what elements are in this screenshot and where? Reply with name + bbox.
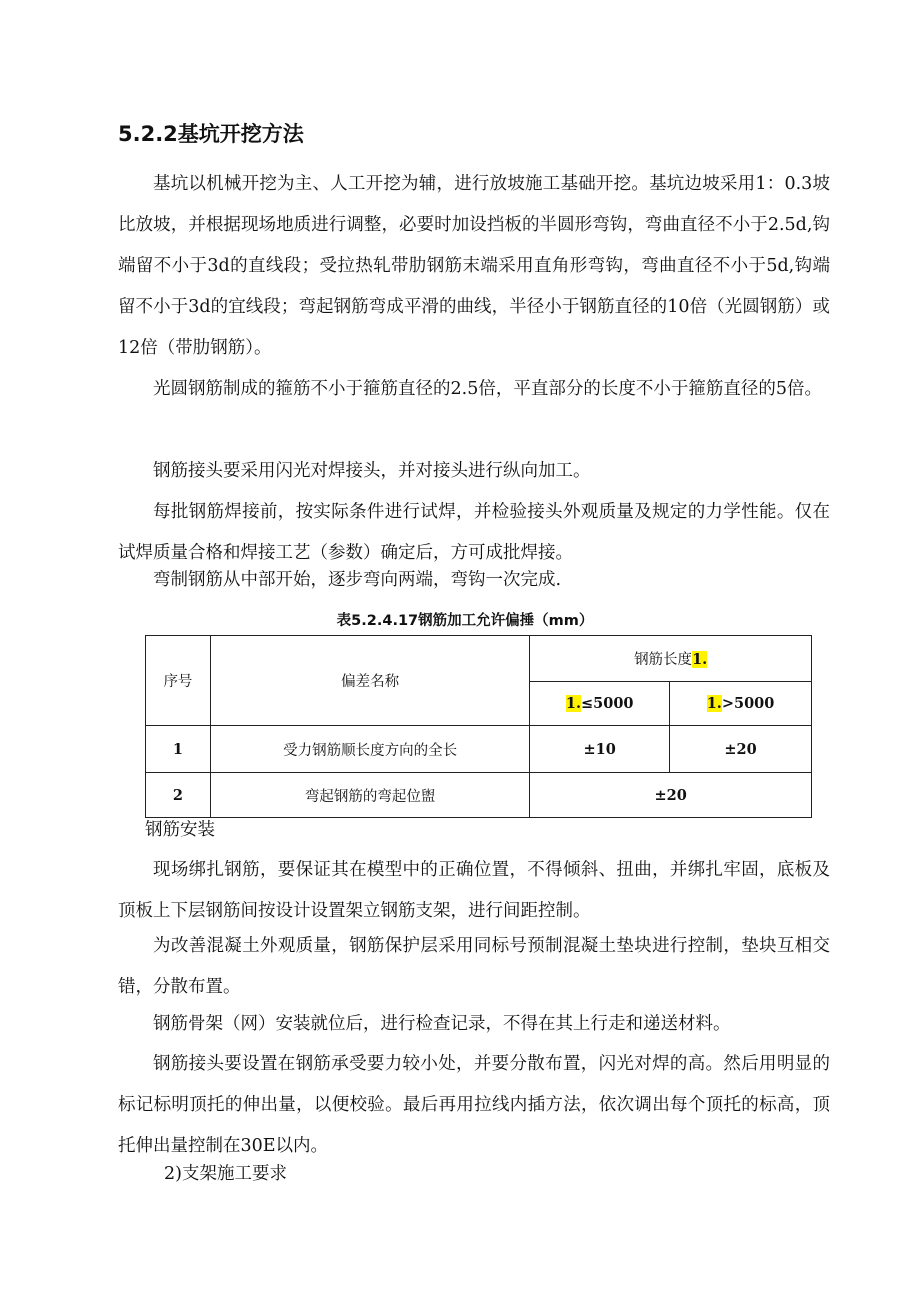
subheading-support: 2)支架施工要求 xyxy=(164,1164,287,1184)
header-group-label: 钢筋长度 xyxy=(634,652,693,668)
table-caption: 表5.2.4.17钢筋加工允许偏捶（mm） xyxy=(336,613,594,629)
header-group xyxy=(530,636,812,682)
subheader-2-mark: 1. xyxy=(706,695,722,712)
paragraph-welding: 每批钢筋焊接前，按实际条件进行试焊，并检验接头外观质量及规定的力学性能。仅在试焊质量合格和焊接工艺（参数）确定后，方可成批焊接。 xyxy=(118,502,830,563)
paragraph-binding: 现场绑扎钢筋，要保证其在模型中的正确位置，不得倾斜、扭曲，并绑扎牢固，底板及顶板上下层钢筋间按设计设置架立钢筋支架，进行间距控制。 xyxy=(118,860,830,921)
tolerance-table xyxy=(145,635,812,818)
paragraph-joint-placement: 钢筋接头要设置在钢筋承受要力较小处，并要分散布置，闪光对焊的高。然后用明显的标记标明顶托的伸出量，以便校验。最后再用拉线内插方法，依次调出每个顶托的标高，顶托伸出量控制在30E以内。 xyxy=(118,1054,830,1156)
header-name: 偏差名称 xyxy=(210,636,529,726)
section-label-rebar-install: 钢筋安装 xyxy=(145,820,215,840)
subheader-1-text: ≤5000 xyxy=(581,695,634,712)
header-index: 序号 xyxy=(146,636,211,726)
subheader-le-5000 xyxy=(530,682,670,726)
subheader-2-text: >5000 xyxy=(721,695,775,712)
section-heading: 5.2.2基坑开挖方法 xyxy=(118,122,304,146)
row-value-le-5000: ±10 xyxy=(530,726,670,773)
row-value-merged: ±20 xyxy=(530,773,812,818)
subheader-1-mark: 1. xyxy=(565,695,581,712)
table-header-row xyxy=(146,636,812,682)
paragraph-skeleton: 钢筋骨架（网）安装就位后，进行检查记录，不得在其上行走和递送材料。 xyxy=(153,1014,731,1034)
row-name: 受力钢筋顺长度方向的全长 xyxy=(210,726,529,773)
paragraph-cover: 为改善混凝土外观质量，钢筋保护层采用同标号预制混凝土垫块进行控制，垫块互相交错，分散布置。 xyxy=(118,936,830,997)
paragraph-stirrup: 光圆钢筋制成的箍筋不小于箍筋直径的2.5倍，平直部分的长度不小于箍筋直径的5倍。 xyxy=(153,379,822,399)
paragraph-joint: 钢筋接头要采用闪光对焊接头，并对接头进行纵向加工。 xyxy=(153,461,591,481)
row-value-gt-5000: ±20 xyxy=(670,726,812,773)
paragraph-excavation: 基坑以机械开挖为主、人工开挖为辅，进行放坡施工基础开挖。基坑边坡采用1：0.3坡比放坡，并根据现场地质进行调整，必要时加设挡板的半圆形弯钩，弯曲直径不小于2.5d,钩端留不小于3d的直线段；受拉热轧带肋钢筋末端采用直角形弯钩，弯曲直径不小于5d,钩端留不小于3d的宜线段；弯起钢筋弯成平滑的曲线，半径小于钢筋直径的10倍（光圆钢筋）或12倍（带肋钢筋）。 xyxy=(118,174,830,358)
row-index: 1 xyxy=(146,726,211,773)
table-row xyxy=(146,726,812,773)
subheader-gt-5000 xyxy=(670,682,812,726)
row-index: 2 xyxy=(146,773,211,818)
header-group-mark: 1. xyxy=(692,651,708,668)
paragraph-bending: 弯制钢筋从中部开始，逐步弯向两端，弯钩一次完成. xyxy=(153,570,562,590)
row-name: 弯起钢筋的弯起位盥 xyxy=(210,773,529,818)
